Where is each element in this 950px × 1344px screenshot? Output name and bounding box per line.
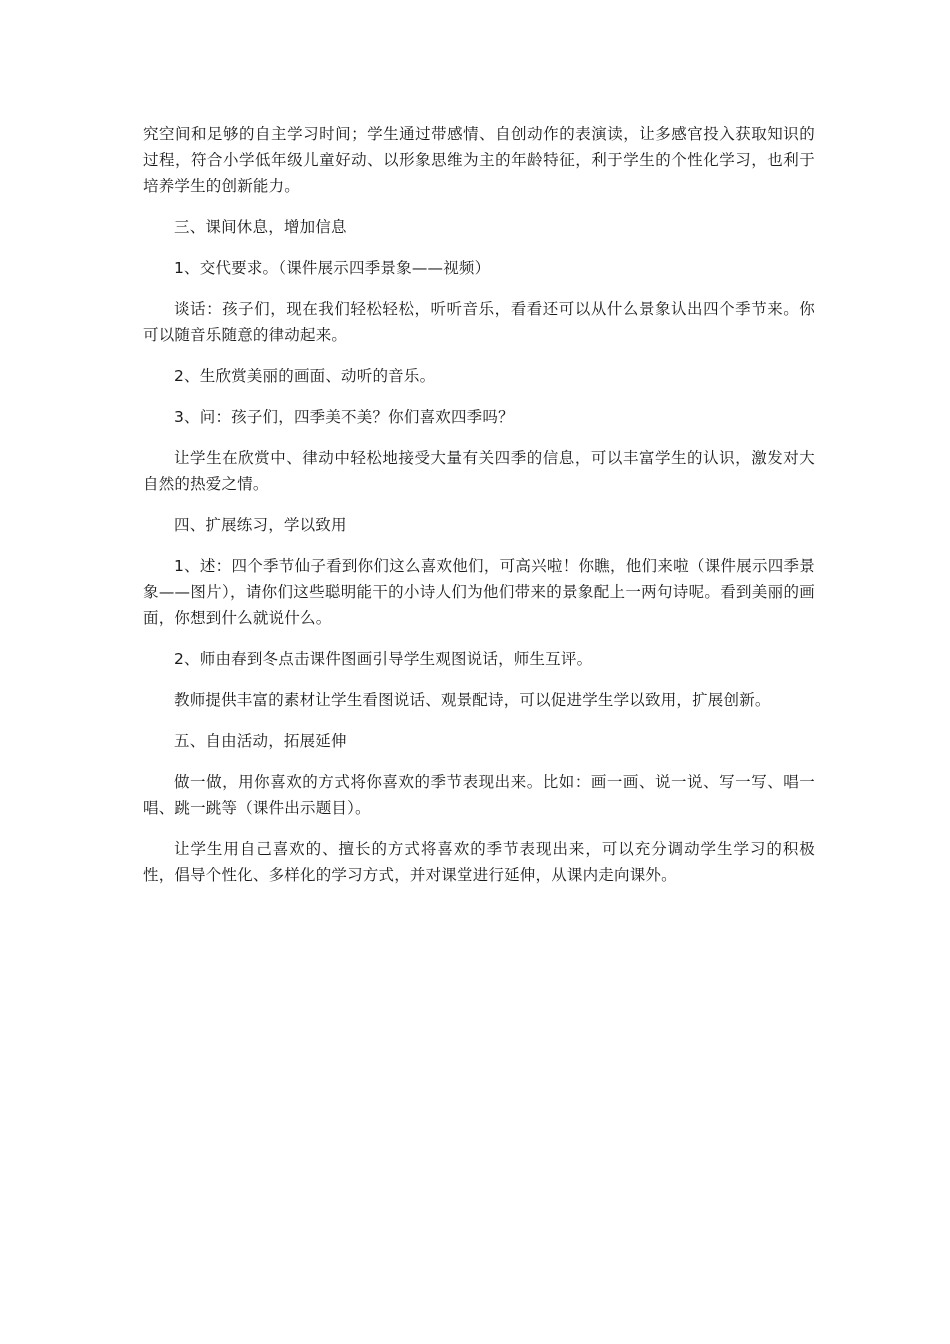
document-body xyxy=(143,121,815,903)
paragraph-continuation: 究空间和足够的自主学习时间；学生通过带感情、自创动作的表演读，让多感官投入获取知识的过程，符合小学低年级儿童好动、以形象思维为主的年龄特征，利于学生的个性化学习，也利于培养学生的创新能力。 xyxy=(143,125,815,195)
paragraph: 做一做，用你喜欢的方式将你喜欢的季节表现出来。比如：画一画、说一说、写一写、唱一唱、跳一跳等（课件出示题目）。 xyxy=(143,773,815,817)
section-heading-5: 五、自由活动，拓展延伸 xyxy=(174,732,347,750)
paragraph: 2、师由春到冬点击课件图画引导学生观图说话，师生互评。 xyxy=(174,650,593,668)
paragraph: 1、述：四个季节仙子看到你们这么喜欢他们，可高兴啦！你瞧，他们来啦（课件展示四季景象——图片），请你们这些聪明能干的小诗人们为他们带来的景象配上一两句诗呢。看到美丽的画面，你想到什么就说什么。 xyxy=(143,557,815,627)
paragraph: 让学生在欣赏中、律动中轻松地接受大量有关四季的信息，可以丰富学生的认识，激发对大自然的热爱之情。 xyxy=(143,449,815,493)
section-heading-3: 三、课间休息，增加信息 xyxy=(174,218,347,236)
paragraph: 3、问：孩子们，四季美不美？你们喜欢四季吗？ xyxy=(174,408,514,426)
paragraph: 让学生用自己喜欢的、擅长的方式将喜欢的季节表现出来，可以充分调动学生学习的积极性，倡导个性化、多样化的学习方式，并对课堂进行延伸，从课内走向课外。 xyxy=(143,840,815,884)
section-heading-4: 四、扩展练习，学以致用 xyxy=(174,516,347,534)
paragraph: 2、生欣赏美丽的画面、动听的音乐。 xyxy=(174,367,436,385)
paragraph: 谈话：孩子们，现在我们轻松轻松，听听音乐，看看还可以从什么景象认出四个季节来。你可以随音乐随意的律动起来。 xyxy=(143,300,815,344)
paragraph: 1、交代要求。（课件展示四季景象——视频） xyxy=(174,259,491,277)
paragraph: 教师提供丰富的素材让学生看图说话、观景配诗，可以促进学生学以致用，扩展创新。 xyxy=(174,691,771,709)
